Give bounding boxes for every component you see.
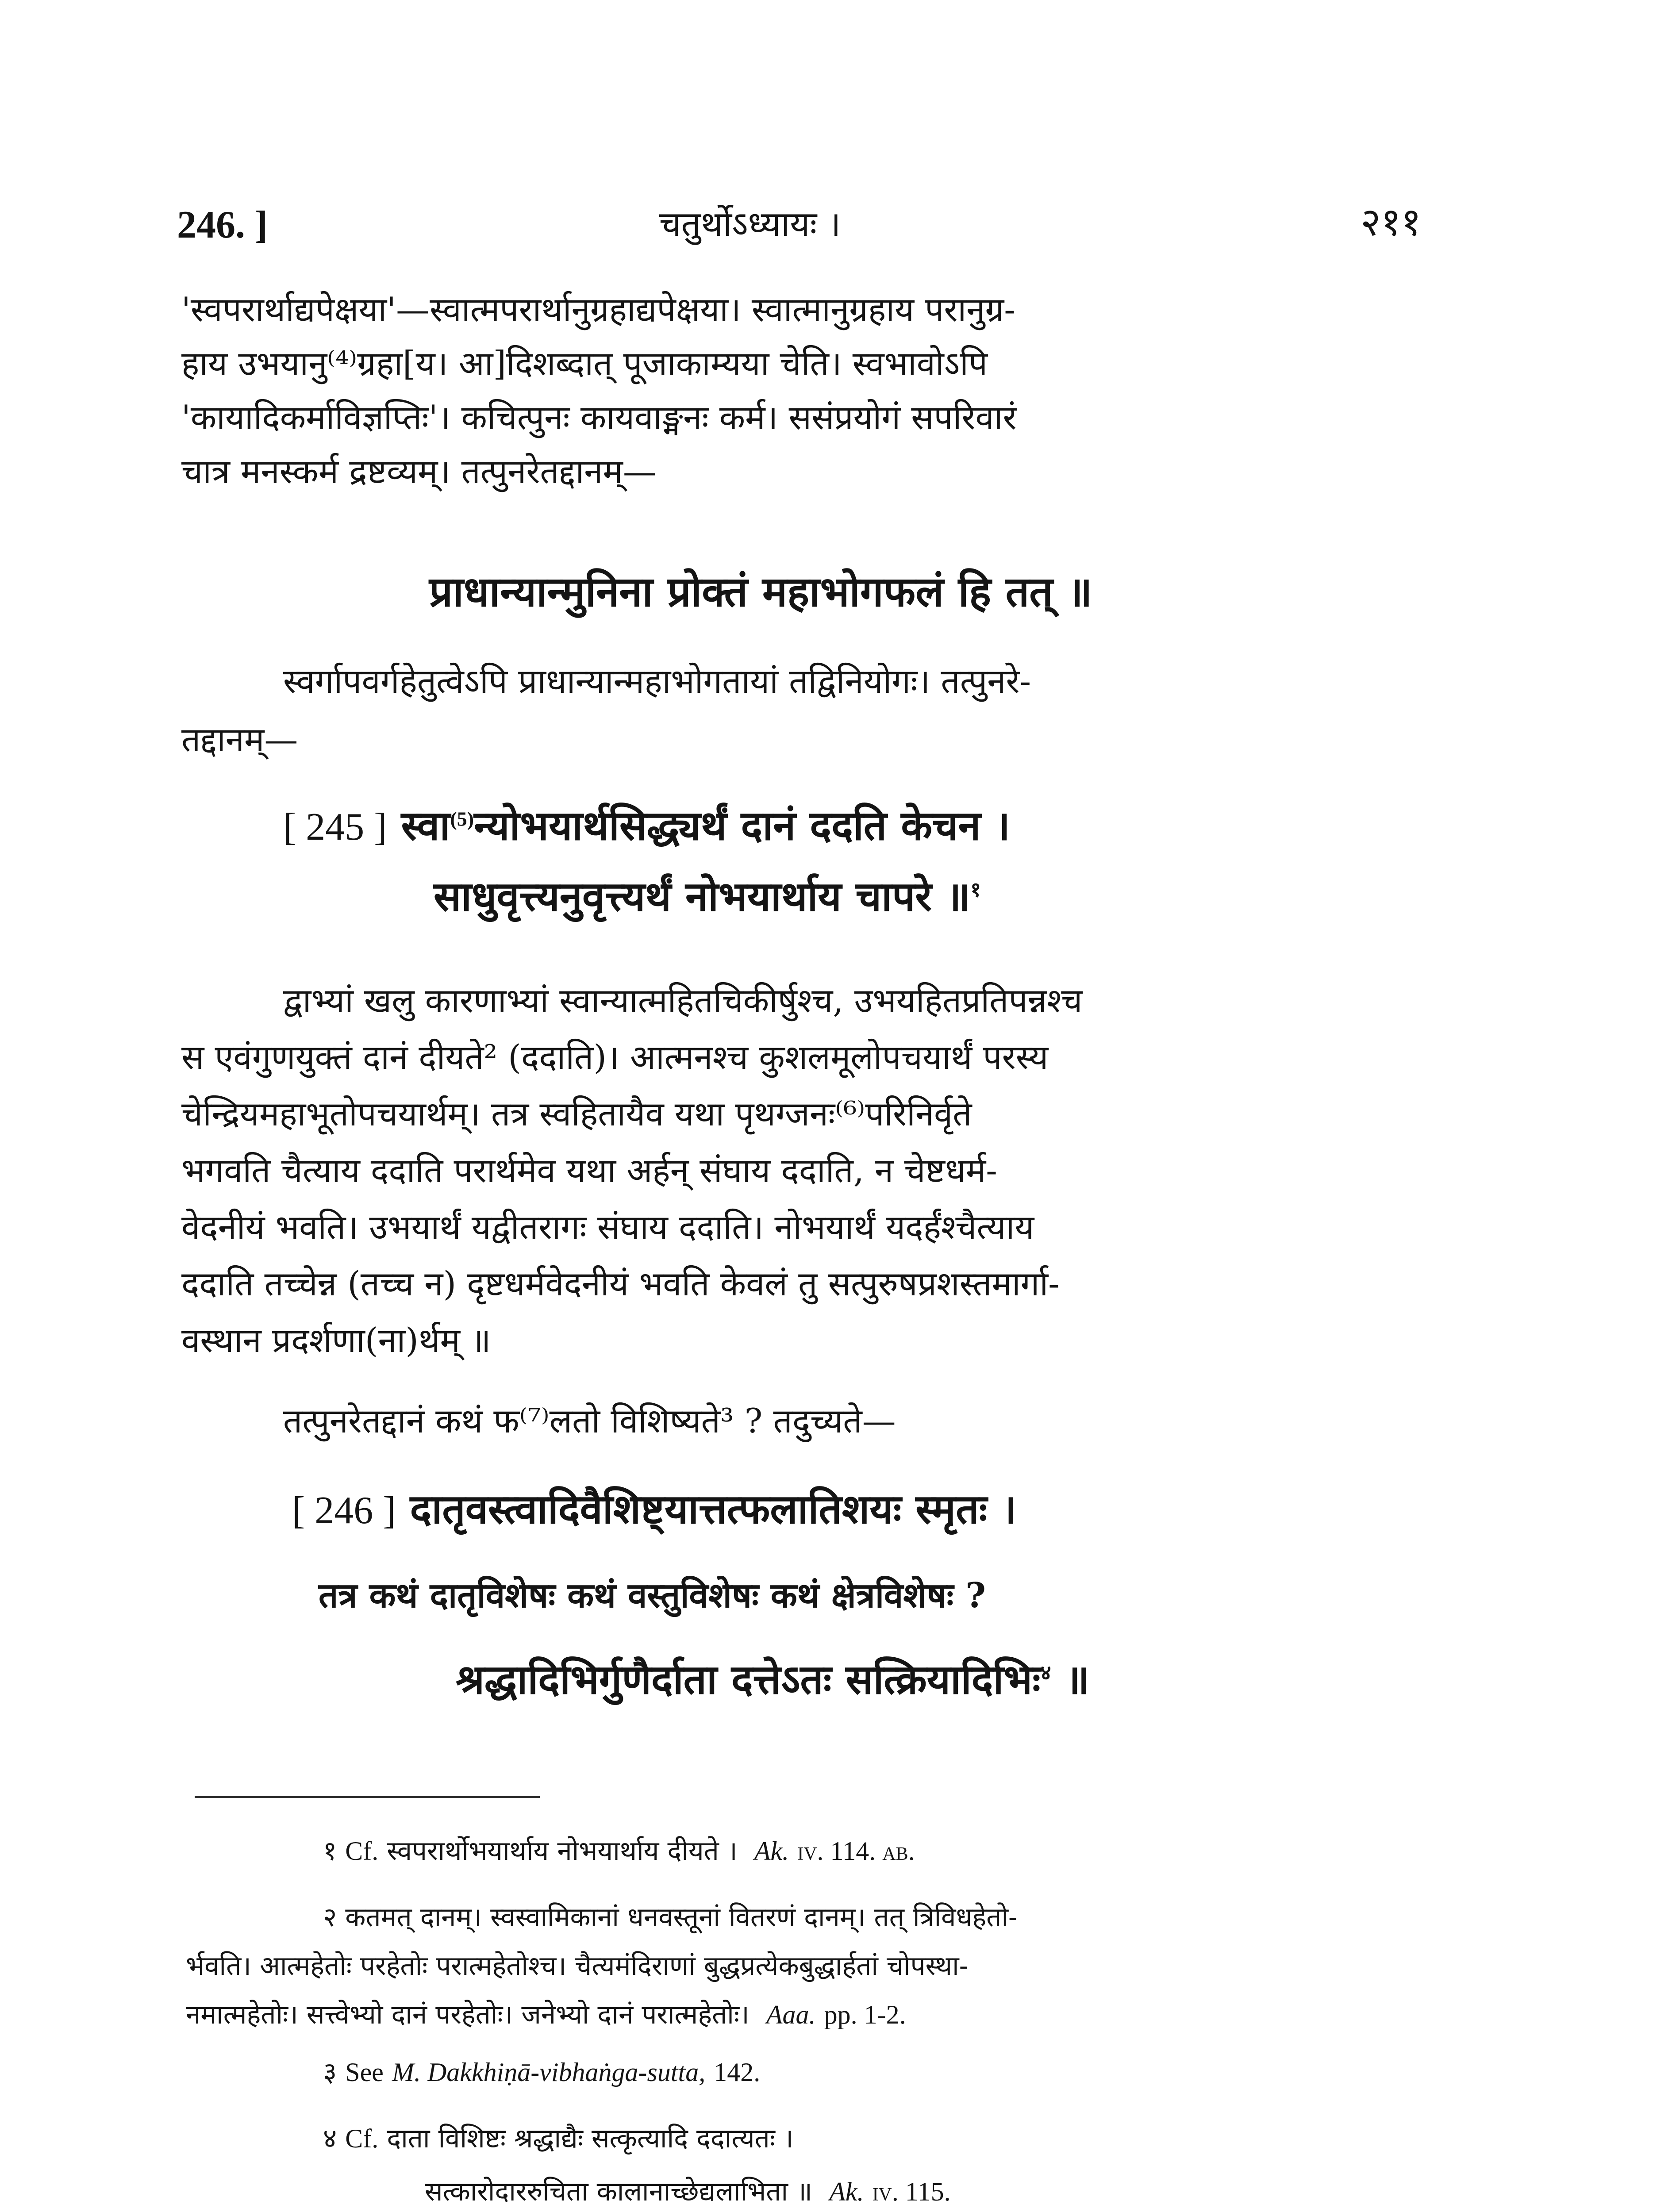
para1-line1: 'स्वपरार्थाद्यपेक्षया'—स्वात्मपरार्थानुग्रहाद्यपेक्षया। स्वात्मानुग्रहाय परानुग्र- — [181, 290, 1015, 329]
footnote-2-line1 — [323, 1898, 1017, 1934]
para3-line2: स एवंगुणयुक्तं दानं दीयते² (ददाति)। आत्मनश्च कुशलमूलोपचयार्थं परस्य — [181, 1037, 1049, 1077]
footnote-number: ३ — [323, 2057, 337, 2088]
footnote-ref: iv. 115. — [872, 2177, 951, 2206]
footnote-source: Ak. — [754, 1836, 789, 1866]
footnote-1 — [323, 1832, 915, 1868]
footnote-4-line2 — [425, 2172, 951, 2208]
verse-text: न्योभयार्थसिद्ध्यर्थं दानं ददति केचन । — [474, 802, 1011, 849]
verse-245-line1 — [283, 796, 1010, 852]
marginal-marker: (5) — [450, 807, 474, 830]
footnote-text: सत्कारोदाररुचिता कालानाच्छेद्यलाभिता ॥ — [425, 2176, 813, 2207]
footnote-3 — [323, 2053, 760, 2089]
verse-number: [ 245 ] — [283, 806, 387, 849]
footnote-number: २ — [323, 1902, 337, 1933]
footnote-text: नमात्महेतोः। सत्त्वेभ्यो दानं परहेतोः। जनेभ्यो दानं परात्महेतोः। — [186, 1999, 750, 2030]
para2-line2: तद्दानम्— — [181, 720, 298, 759]
para1-line3: 'कायादिकर्माविज्ञप्तिः'। कचित्पुनः कायवाङ्मनः कर्म। ससंप्रयोगं सपरिवारं — [181, 398, 1017, 437]
para2-line1: स्वर्गापवर्गहेतुत्वेऽपि प्राधान्यान्महाभोगतायां तद्विनियोगः। तत्पुनरे- — [283, 661, 1031, 701]
verse-246-question: तत्र कथं दातृविशेषः कथं वस्तुविशेषः कथं क्षेत्रविशेषः ? — [319, 1575, 986, 1616]
para3-line4: भगवति चैत्याय ददाति परार्थमेव यथा अर्हन् संघाय ददाति, न चेष्टधर्म- — [181, 1151, 997, 1190]
para3-line1: द्वाभ्यां खलु कारणाभ्यां स्वान्यात्महितचिकीर्षुश्च, उभयहितप्रतिपन्नश्च — [283, 981, 1083, 1020]
footnote-number: ४ — [323, 2123, 337, 2154]
folio-number: २११ — [1361, 199, 1422, 245]
para1-line4: चात्र मनस्कर्म द्रष्टव्यम्। तत्पुनरेतद्दानम्— — [181, 452, 657, 491]
verse-245-line2 — [434, 867, 981, 922]
verse-text: श्रद्धादिभिर्गुणैर्दाता दत्तेऽतः सत्क्रियादिभिः — [456, 1655, 1041, 1703]
footnote-source: Ak. — [829, 2177, 864, 2206]
para3-line5: वेदनीयं भवति। उभयार्थं यद्वीतरागः संघाय ददाति। नोभयार्थं यदर्हंश्चैत्याय — [181, 1207, 1034, 1247]
para4: तत्पुनरेतद्दानं कथं फ⁽⁷⁾लतो विशिष्यते³ ? तदुच्यते— — [283, 1401, 896, 1440]
footnote-2-line3 — [186, 1995, 906, 2032]
footnote-ref: pp. 1-2. — [824, 2000, 906, 2029]
para1-line2: हाय उभयानु⁽⁴⁾ग्रहा[य। आ]दिशब्दात् पूजाकाम्यया चेति। स्वभावोऽपि — [181, 344, 988, 383]
verse-text: साधुवृत्त्यनुवृत्त्यर्थं नोभयार्थाय चापरे ॥ — [434, 872, 971, 920]
footnote-text: दाता विशिष्टः श्रद्धाद्यैः सत्कृत्यादि ददात्यतः । — [387, 2123, 794, 2154]
verse-number: [ 246 ] — [292, 1489, 396, 1532]
footnote-cf: Cf. — [345, 1836, 379, 1866]
footnote-ref: ४ — [1040, 1661, 1051, 1684]
footnote-2-line2: र्भवति। आत्महेतोः परहेतोः परात्महेतोश्च। चैत्यमंदिराणां बुद्धप्रत्येकबुद्धार्हतां चोपस्था- — [186, 1951, 968, 1982]
footnote-ref: 142. — [714, 2058, 761, 2087]
footnote-ref: iv. 114. ab. — [797, 1836, 915, 1866]
verse-246-line1 — [292, 1480, 1017, 1535]
footnote-ref: १ — [970, 878, 981, 901]
page-number: 246. ] — [177, 204, 268, 246]
footnote-number: १ — [323, 1836, 337, 1866]
footnote-4-line1 — [323, 2119, 794, 2155]
verse-text: दातृवस्त्वादिवैशिष्ट्यात्तत्फलातिशयः स्मृतः । — [410, 1485, 1017, 1533]
verse-text: स्वा — [401, 802, 450, 849]
footnote-text: स्वपरार्थोभयार्थाय नोभयार्थाय दीयते । — [387, 1836, 738, 1866]
running-head: चतुर्थोऽध्यायः । — [659, 204, 841, 244]
footnote-title: M. Dakkhiṇā-vibhaṅga-sutta, — [392, 2058, 706, 2087]
footnote-text: कतमत् दानम्। स्वस्वामिकानां धनवस्तूनां वितरणं दानम्। तत् त्रिविधहेतो- — [345, 1902, 1018, 1933]
footnote-cf: Cf. — [345, 2124, 379, 2153]
footnote-see: See — [345, 2058, 384, 2087]
half-verse: प्राधान्यान्मुनिना प्रोक्तं महाभोगफलं हि तत् ॥ — [429, 568, 1092, 616]
para3-line7: वस्थान प्रदर्शणा(ना)र्थम् ॥ — [181, 1321, 491, 1360]
footnote-source: Aaa. — [766, 2000, 816, 2029]
para3-line6: ददाति तच्चेन्न (तच्च न) दृष्टधर्मवेदनीयं भवति केवलं तु सत्पुरुषप्रशस्तमार्गा- — [181, 1264, 1060, 1303]
verse-246-line2 — [456, 1650, 1090, 1705]
verse-end: ॥ — [1065, 1655, 1090, 1703]
para3-line3: चेन्द्रियमहाभूतोपचयार्थम्। तत्र स्वहितायैव यथा पृथग्जनः⁽⁶⁾परिनिर्वृते — [181, 1094, 972, 1133]
footnote-rule — [195, 1796, 540, 1798]
